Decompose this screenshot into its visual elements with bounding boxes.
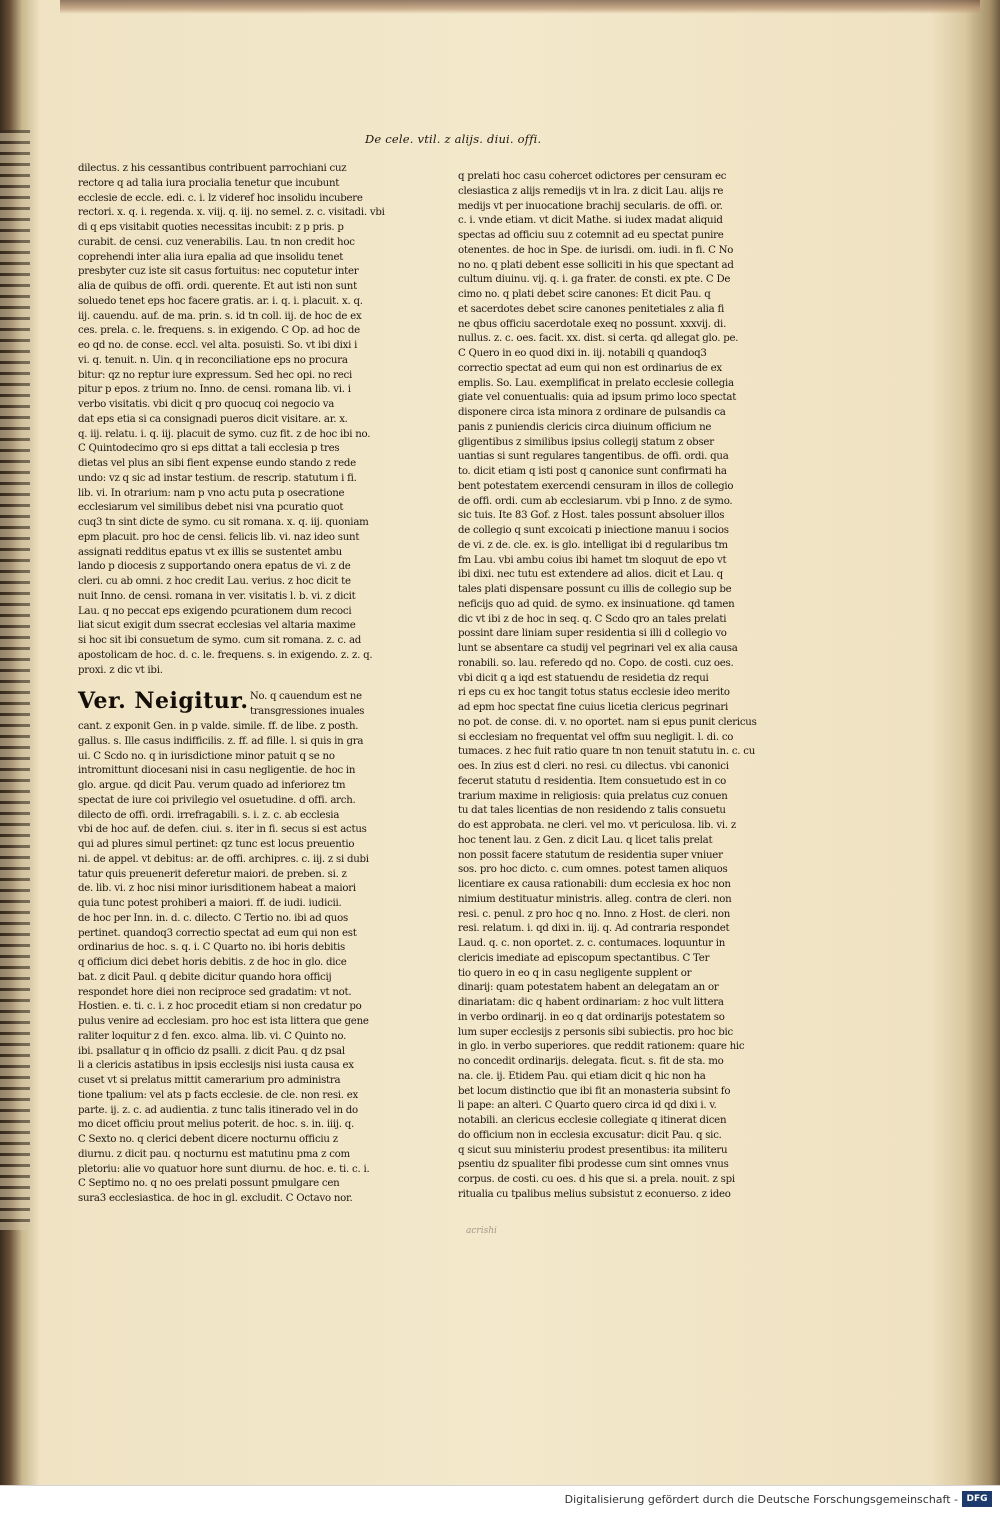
text-line: diurnu. z dicit pau. q nocturnu est matutinu pma z com [78, 1148, 350, 1160]
text-line: raliter loquitur z d fen. exco. alma. lib. vi. C Quinto no. [78, 1030, 347, 1042]
text-line: dinariatam: dic q habent ordinariam: z hoc vult littera [458, 997, 724, 1008]
text-line: ibi. psallatur q in officio dz psalli. z dicit Pau. q dz psal [78, 1045, 345, 1057]
text-line: ibi dixi. nec tutu est extendere ad alios. dicit et Lau. q [458, 569, 723, 581]
text-line: dic vt ibi z de hoc in seq. q. C Scdo qro an tales prelati [458, 613, 727, 625]
text-line: di q eps visitabit quoties necessitas incubit: z p pris. p [78, 222, 344, 233]
text-line: C Quintodecimo qro si eps dittat a tali ecclesia p tres [78, 443, 340, 455]
text-line: verbo visitatis. vbi dicit q pro quocuq coi negocio va [78, 399, 335, 410]
text-line: qui ad plures simul pertinet: qz tunc est locus preuentio [78, 839, 355, 850]
text-line: sos. pro hoc dicto. c. cum omnes. potest tamen aliquos [458, 864, 728, 876]
text-line: q officium dici debet horis debitis. z de hoc in glo. dice [78, 957, 347, 968]
text-line: to. dicit etiam q isti post q canonice sunt confirmati ha [458, 466, 727, 477]
text-line: cimo no. q plati debet scire canones: Et dicit Pau. q [458, 289, 711, 300]
text-line: de vi. z de. cle. ex. is glo. intelligat ibi d regularibus tm [458, 539, 728, 551]
verse-line: No. q cauendum est ne [250, 691, 362, 702]
text-line: clericis imediate ad episcopum spectantibus. C Ter [458, 952, 710, 964]
text-line: non possit facere statutum de residentia super vniuer [458, 849, 723, 861]
text-line: vbi dicit q a iqd est statuendu de residetia dz requi [458, 672, 709, 684]
text-line: liat sicut exigit dum ssecrat ecclesias vel altaria maxime [78, 620, 356, 632]
text-line: de offi. ordi. cum ab ecclesiarum. vbi p Inno. z de symo. [458, 495, 733, 507]
text-line: fecerut statutu d residentia. Item consuetudo est in co [458, 775, 726, 787]
text-line: cuset vt si prelatus mittit camerarium pro administra [78, 1075, 341, 1086]
text-line: bitur: qz no reptur iure expressum. Sed hec opi. no reci [78, 369, 353, 381]
text-line: li a clericis astatibus in ipsis ecclesijs nisi iusta causa ex [78, 1060, 354, 1072]
text-line: et sacerdotes debet scire canones penitetiales z alia fi [458, 303, 725, 315]
text-line: cleri. cu ab omni. z hoc credit Lau. verius. z hoc dicit te [78, 576, 351, 587]
left-text-column-continued [78, 720, 408, 1207]
text-line: bet locum distinctio que ibi fit an monasteria subsint fo [458, 1085, 731, 1097]
text-line: bent potestatem exercendi censuram in illos de collegio [458, 480, 734, 492]
left-text-column [78, 162, 408, 678]
text-line: no pot. de conse. di. v. no oportet. nam si epus punit clericus [458, 716, 757, 728]
faint-folio-note: acrishi [466, 1226, 497, 1236]
text-line: quia tunc potest prohiberi a maiori. ff. de iudi. iudicii. [78, 898, 342, 909]
text-line: in verbo ordinarij. in eo q dat ordinarijs potestatem so [458, 1011, 725, 1023]
text-line: giate vel conuentualis: quia ad ipsum primo loco spectat [458, 392, 737, 404]
text-line: correctio spectat ad eum qui non est ordinarius de ex [458, 362, 722, 374]
text-line: bat. z dicit Paul. q debite dicitur quando hora officij [78, 971, 332, 983]
text-line: na. cle. ij. Etidem Pau. qui etiam dicit q hic non ha [458, 1070, 706, 1082]
text-line: gligentibus z similibus ipsius collegij statum z obser [458, 436, 714, 448]
text-line: respondet hore diei non reciproce sed gradatim: vt not. [78, 986, 352, 998]
text-line: glo. argue. qd dicit Pau. verum quado ad inferiorez tm [78, 780, 346, 791]
text-line: do est approbata. ne cleri. vel mo. vt periculosa. lib. vi. z [458, 820, 736, 831]
text-line: possint dare liniam super residentia si illi d collegio vo [458, 628, 727, 640]
text-line: vbi de hoc auf. de defen. ciui. s. iter in fi. secus si est actus [78, 824, 367, 836]
text-line: lum super ecclesijs z personis sibi subiectis. pro hoc bic [458, 1026, 733, 1038]
text-line: pulus venire ad ecclesiam. pro hoc est ista littera que gene [78, 1016, 369, 1027]
text-line: proxi. z dic vt ibi. [78, 664, 163, 676]
text-line: apostolicam de hoc. d. c. le. frequens. s. in exigendo. z. z. q. [78, 649, 373, 661]
text-line: pitur p epos. z trium no. Inno. de censi. romana lib. vi. i [78, 384, 351, 396]
footer-bar [0, 1485, 1000, 1514]
text-line: dilecto de offi. ordi. irrefragabili. s. i. z. c. ab ecclesia [78, 809, 340, 821]
text-line: otenentes. de hoc in Spe. de iurisdi. om. iudi. in fi. C No [458, 244, 734, 256]
text-line: emplis. So. Lau. exemplificat in prelato ecclesie collegia [458, 377, 734, 389]
text-line: sic tuis. Ite 83 Gof. z Host. tales possunt absoluer illos [458, 510, 725, 522]
text-line: q sicut suu ministeriu prodest presentibus: ita militeru [458, 1144, 728, 1156]
text-line: undo: vz q sic ad instar testium. de rescrip. statutum i fi. [78, 472, 357, 484]
text-line: ne qbus officiu sacerdotale exeq no possunt. xxxvij. di. [458, 318, 727, 330]
text-line: rectori. x. q. i. regenda. x. viij. q. iij. no semel. z. c. visitadi. vbi [78, 207, 385, 219]
dfg-logo: DFG [962, 1491, 992, 1507]
text-line: q prelati hoc casu cohercet odictores per censuram ec [458, 171, 727, 182]
text-line: spectas ad officiu suu z cotemnit ad eu spectat punire [458, 230, 724, 241]
text-line: do officium non in ecclesia excusatur: dicit Pau. q sic. [458, 1129, 722, 1141]
right-text-column [458, 170, 793, 1203]
text-line: tione tpalium: vel ats p facts ecclesie. de cle. non resi. ex [78, 1089, 359, 1101]
text-line: curabit. de censi. cuz venerabilis. Lau. tn non credit hoc [78, 236, 355, 248]
text-line: ces. prela. c. le. frequens. s. in exigendo. C Op. ad hoc de [78, 325, 360, 337]
text-line: uantias si sunt regulares tangentibus. de offi. ordi. qua [458, 451, 729, 463]
text-line: de collegio q sunt excoicati p iniectione manuu i socios [458, 525, 729, 536]
text-line: dinarij: quam potestatem habent an delegatam an or [458, 982, 719, 994]
text-line: resi. c. penul. z pro hoc q no. Inno. z Host. de cleri. non [458, 908, 731, 920]
text-line: hoc tenent lau. z Gen. z dicit Lau. q licet talis prelat [458, 834, 713, 846]
text-line: mo dicet officiu prout melius poterit. de hoc. s. in. iiij. q. [78, 1119, 355, 1131]
footer-credit: Digitalisierung gefördert durch die Deutsche Forschungsgemeinschaft - [564, 1493, 958, 1506]
text-line: in glo. in verbo superiores. que reddit rationem: quare hic [458, 1041, 745, 1053]
text-line: assignati redditus epatus vt ex illis se sustentet ambu [78, 546, 342, 558]
text-line: ri eps cu ex hoc tangit totus status ecclesie ideo merito [458, 687, 730, 699]
text-line: sura3 ecclesiastica. de hoc in gl. excludit. C Octavo nor. [78, 1193, 353, 1204]
text-line: rectore q ad talia iura procialia tenetur que incubunt [78, 177, 340, 189]
text-line: si ecclesiam no frequentat vel offm suu negligit. l. di. co [458, 731, 734, 743]
text-line: no no. q plati debent esse solliciti in his que spectant ad [458, 259, 734, 271]
text-line: intromittunt diocesani nisi in casu negligentie. de hoc in [78, 765, 356, 777]
text-line: psentiu dz spualiter fibi prodesse cum sint omnes vnus [458, 1159, 729, 1171]
text-line: panis z puniendis clericis circa diuinum officium ne [458, 421, 712, 433]
text-line: li pape: an alteri. C Quarto quero circa id qd dixi i. v. [458, 1100, 717, 1112]
text-line: ronabili. so. lau. referedo qd no. Copo. de costi. cuz oes. [458, 657, 734, 669]
page-top-edge [60, 0, 980, 14]
text-line: C Quero in eo quod dixi in. iij. notabili q quandoq3 [458, 348, 707, 359]
text-line: pletoriu: alie vo quatuor hore sunt diurnu. de hoc. e. ti. c. i. [78, 1163, 370, 1175]
facing-page-edge [0, 130, 30, 1230]
text-line: lib. vi. In otrarium: nam p vno actu puta p osecratione [78, 487, 345, 499]
text-line: ecclesiarum vel similibus debet nisi vna pcuratio quot [78, 502, 344, 514]
text-line: vi. q. tenuit. n. Uin. q in reconciliatione eps no procura [78, 354, 348, 366]
text-line: fm Lau. vbi ambu coius ibi hamet tm sloquut de epo vt [458, 554, 727, 566]
text-line: cultum diuinu. vij. q. i. ga frater. de consti. ex pte. C De [458, 274, 731, 286]
text-line: iij. cauendu. auf. de ma. prin. s. id tn coll. iij. de hoc de ex [78, 310, 362, 322]
text-line: ad epm hoc spectat fine cuius licetia clericus pegrinari [458, 702, 729, 713]
text-line: ecclesie de eccle. edi. c. i. lz videref hoc insolidu incubere [78, 192, 363, 204]
text-line: eo qd no. de conse. eccl. vel alta. posuisti. So. vt ibi dixi i [78, 340, 358, 351]
text-line: lunt se absentare ca studij vel pegrinari vel ex alia causa [458, 643, 738, 654]
text-line: resi. relatum. i. qd dixi in. iij. q. Ad contraria respondet [458, 923, 730, 935]
text-line: dat eps etia si ca consignadi pueros dicit visitare. ar. x. [78, 413, 348, 425]
verse-line: transgressiones inuales [250, 705, 365, 717]
text-line: clesiastica z alijs remedijs vt in lra. z dicit Lau. alijs re [458, 185, 724, 197]
text-line: licentiare ex causa rationabili: dum ecclesia ex hoc non [458, 879, 731, 890]
text-line: dietas vel plus an sibi fient expense eundo stando z rede [78, 458, 356, 469]
text-line: disponere circa ista minora z ordinare de pulsandis ca [458, 407, 726, 418]
text-line: pertinet. quandoq3 correctio spectat ad eum qui non est [78, 927, 357, 939]
verse-heading-label: Ver. Neigitur. [78, 688, 249, 714]
text-line: medijs vt per inuocatione brachij secularis. de offi. or. [458, 200, 723, 212]
running-header: De cele. vtil. z alijs. diui. offi. [365, 132, 542, 146]
text-line: epm placuit. pro hoc de censi. felicis lib. vi. naz ideo sunt [78, 531, 360, 543]
text-line: cant. z exponit Gen. in p valde. simile. ff. de libe. z posth. [78, 721, 359, 732]
text-line: parte. ij. z. c. ad audientia. z tunc talis itinerado vel in do [78, 1104, 358, 1116]
text-line: presbyter cuz iste sit casus fortuitus: nec coputetur inter [78, 266, 359, 278]
text-line: Lau. q no peccat eps exigendo pcurationem dum recoci [78, 605, 352, 617]
text-line: spectat de iure coi privilegio vel osuetudine. d offi. arch. [78, 794, 356, 806]
text-line: trarium maxime in religiosis: quia prelatus cuz conuen [458, 790, 728, 802]
text-line: ni. de appel. vt debitus: ar. de offi. archipres. c. iij. z si dubi [78, 853, 369, 865]
text-line: Hostien. e. ti. c. i. z hoc procedit etiam si non credatur po [78, 1001, 362, 1013]
text-line: de hoc per Inn. in. d. c. dilecto. C Tertio no. ibi ad quos [78, 912, 348, 924]
text-line: nullus. z. c. oes. facit. xx. dist. si certa. qd allegat glo. pe. [458, 333, 739, 345]
text-line: tales plati dispensare possunt cu illis de collegio sup be [458, 584, 732, 595]
text-line: nimium destituatur ministris. alleg. contra de cleri. non [458, 893, 732, 905]
text-line: notabili. an clericus ecclesie collegiate q itinerat dicen [458, 1115, 727, 1126]
text-line: nuit Inno. de censi. romana in ver. visitatis l. b. vi. z dicit [78, 590, 356, 602]
text-line: si hoc sit ibi consuetum de symo. cum sit romana. z. c. ad [78, 635, 362, 646]
text-line: q. iij. relatu. i. q. iij. placuit de symo. cuz fit. z de hoc ibi no. [78, 428, 371, 440]
text-line: C Septimo no. q no oes prelati possunt pmulgare cen [78, 1178, 340, 1190]
text-line: cuq3 tn sint dicte de symo. cu sit romana. x. q. iij. quoniam [78, 517, 369, 528]
text-line: ritualia cu tpalibus melius subsistut z econuerso. z ideo [458, 1188, 731, 1200]
text-line: tumaces. z hec fuit ratio quare tn non tenuit statutu in. c. cu [458, 746, 756, 758]
text-line: lando p diocesis z supportando onera epatus de vi. z de [78, 561, 351, 573]
text-line: coprehendi inter alia iura epalia ad que insolidu tenet [78, 251, 344, 263]
text-line: C Sexto no. q clerici debent dicere nocturnu officiu z [78, 1134, 338, 1145]
text-line: tatur quis preuenerit deferetur maiori. de preben. si. z [78, 868, 347, 880]
text-line: dilectus. z his cessantibus contribuent parrochiani cuz [78, 163, 347, 174]
text-line: de. lib. vi. z hoc nisi minor iurisditionem habeat a maiori [78, 883, 356, 895]
text-line: corpus. de costi. cu oes. d his que si. a prela. nouit. z spi [458, 1174, 735, 1185]
text-line: no concedit ordinarijs. delegata. ficut. s. fit de sta. mo [458, 1056, 724, 1067]
text-line: Laud. q. c. non oportet. z. c. contumaces. loquuntur in [458, 938, 726, 949]
text-line: alia de quibus de offi. ordi. querente. Et aut isti non sunt [78, 281, 357, 292]
text-line: tu dat tales licentias de non residendo z talis consuetu [458, 805, 726, 817]
verse-note-lines [250, 690, 410, 720]
text-line: oes. In zius est d cleri. no resi. cu dilectus. vbi canonici [458, 761, 729, 772]
text-line: c. i. vnde etiam. vt dicit Mathe. si iudex madat aliquid [458, 215, 723, 227]
text-line: ui. C Scdo no. q in iurisdictione minor patuit q se no [78, 750, 335, 762]
text-line: tio quero in eo q in casu negligente supplent or [458, 967, 692, 979]
text-line: soluedo tenet eps hoc facere gratis. ar. i. q. i. placuit. x. q. [78, 295, 363, 307]
text-line: ordinarius de hoc. s. q. i. C Quarto no. ibi horis debitis [78, 942, 345, 954]
text-line: neficijs quo ad quid. de symo. ex insinuatione. qd tamen [458, 598, 735, 610]
text-line: gallus. s. Ille casus indifficilis. z. ff. ad fille. l. si quis in gra [78, 735, 364, 747]
